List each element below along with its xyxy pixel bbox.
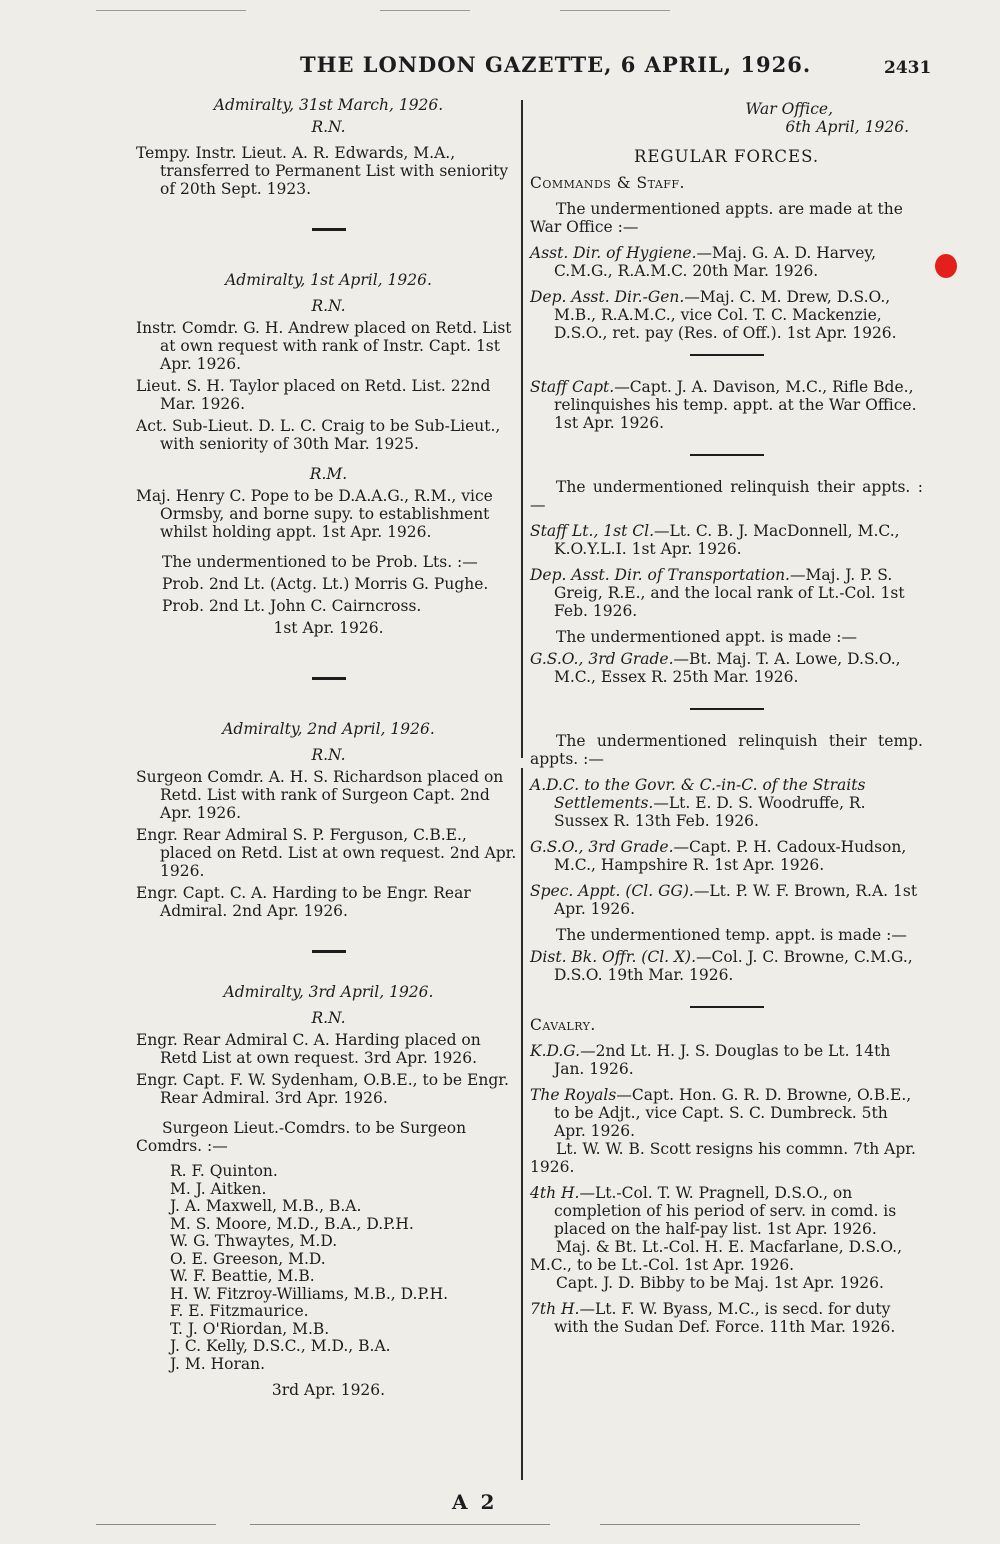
entry: The Royals—Capt. Hon. G. R. D. Browne, O.B.E., to be Adjt., vice Capt. S. C. Dumbreck. 5th Apr. 1926. bbox=[530, 1086, 912, 1140]
section-subheading: R.N. bbox=[311, 297, 346, 315]
list-item: W. F. Beattie, M.B. bbox=[170, 1267, 315, 1285]
entry: Staff Capt.—Capt. J. A. Davison, M.C., Rifle Bde., relinquishes his temp. appt. at the War Office. 1st Apr. 1926. bbox=[530, 378, 917, 432]
section-title: REGULAR FORCES. bbox=[633, 147, 820, 166]
bottom-scan-rule bbox=[600, 1524, 860, 1525]
list-item: J. A. Maxwell, M.B., B.A. bbox=[170, 1197, 362, 1215]
entry: Capt. J. D. Bibby to be Maj. 1st Apr. 1926. bbox=[556, 1274, 884, 1292]
entry-intro: The undermentioned relinquish their appts. :— bbox=[530, 478, 923, 514]
entry: Act. Sub-Lieut. D. L. C. Craig to be Sub-Lieut., with seniority of 30th Mar. 1925. bbox=[136, 417, 501, 453]
promotion-names-list bbox=[136, 1163, 521, 1373]
section-subheading: R.N. bbox=[311, 1009, 346, 1027]
entry-intro: Surgeon Lieut.-Comdrs. to be Surgeon Comdrs. :— bbox=[136, 1119, 467, 1155]
list-item: J. C. Kelly, D.S.C., M.D., B.A. bbox=[170, 1337, 391, 1355]
top-scan-rule bbox=[560, 10, 670, 11]
entry: Tempy. Instr. Lieut. A. R. Edwards, M.A., transferred to Permanent List with seniority of 20th Sept. 1923. bbox=[136, 144, 509, 198]
entry-date: 3rd Apr. 1926. bbox=[271, 1381, 386, 1399]
red-marker-dot bbox=[935, 254, 957, 278]
entry-date: 1st Apr. 1926. bbox=[273, 619, 384, 637]
entry-intro: The undermentioned to be Prob. Lts. :— bbox=[162, 553, 478, 571]
list-item: F. E. Fitzmaurice. bbox=[170, 1302, 309, 1320]
section-heading: Admiralty, 31st March, 1926. bbox=[213, 96, 444, 114]
entry: G.S.O., 3rd Grade.—Bt. Maj. T. A. Lowe, D.S.O., M.C., Essex R. 25th Mar. 1926. bbox=[530, 650, 901, 686]
entry: Lieut. S. H. Taylor placed on Retd. List. 22nd Mar. 1926. bbox=[136, 377, 491, 413]
entry-intro: The undermentioned appt. is made :— bbox=[556, 628, 857, 646]
bottom-scan-rule bbox=[96, 1524, 216, 1525]
bottom-scan-rule bbox=[250, 1524, 550, 1525]
entry: Prob. 2nd Lt. John C. Cairncross. bbox=[162, 597, 422, 615]
section-subheading: R.M. bbox=[309, 465, 348, 483]
top-scan-rule bbox=[96, 10, 246, 11]
entry: Staff Lt., 1st Cl.—Lt. C. B. J. MacDonnell, M.C., K.O.Y.L.I. 1st Apr. 1926. bbox=[530, 522, 900, 558]
column-divider-upper bbox=[521, 100, 523, 758]
list-item: H. W. Fitzroy-Williams, M.B., D.P.H. bbox=[170, 1284, 449, 1303]
section-subheading: Commands & Staff. bbox=[530, 174, 685, 192]
entry: Engr. Rear Admiral S. P. Ferguson, C.B.E., placed on Retd. List at own request. 2nd Apr. 1926. bbox=[136, 826, 517, 880]
entry-intro: The undermentioned relinquish their temp. appts. :— bbox=[530, 732, 923, 768]
section-subheading: R.N. bbox=[311, 746, 346, 764]
list-item: R. F. Quinton. bbox=[170, 1162, 278, 1180]
section-subheading: R.N. bbox=[311, 118, 346, 136]
page-number: 2431 bbox=[884, 58, 932, 78]
entry: Engr. Rear Admiral C. A. Harding placed on Retd List at own request. 3rd Apr. 1926. bbox=[136, 1031, 481, 1067]
entry: Dist. Bk. Offr. (Cl. X).—Col. J. C. Browne, C.M.G., D.S.O. 19th Mar. 1926. bbox=[530, 948, 913, 984]
entry: 4th H.—Lt.-Col. T. W. Pragnell, D.S.O., on completion of his period of serv. in comd. is placed on the half-pay list. 1st Apr. 1926. bbox=[530, 1184, 897, 1238]
list-item: T. J. O'Riordan, M.B. bbox=[170, 1319, 330, 1338]
entry: 7th H.—Lt. F. W. Byass, M.C., is secd. for duty with the Sudan Def. Force. 11th Mar. 1926. bbox=[530, 1300, 896, 1336]
section-heading: Admiralty, 3rd April, 1926. bbox=[223, 983, 434, 1001]
entry: Engr. Capt. F. W. Sydenham, O.B.E., to be Engr. Rear Admiral. 3rd Apr. 1926. bbox=[136, 1071, 509, 1107]
list-item: W. G. Thwaytes, M.D. bbox=[170, 1232, 338, 1250]
entry: Engr. Capt. C. A. Harding to be Engr. Rear Admiral. 2nd Apr. 1926. bbox=[136, 884, 471, 920]
gazette-header-title: THE LONDON GAZETTE, 6 APRIL, 1926. bbox=[300, 52, 812, 77]
entry: G.S.O., 3rd Grade.—Capt. P. H. Cadoux-Hudson, M.C., Hampshire R. 1st Apr. 1926. bbox=[530, 838, 907, 874]
entry: Instr. Comdr. G. H. Andrew placed on Retd. List at own request with rank of Instr. Capt. 1st Apr. 1926. bbox=[136, 319, 512, 373]
entry: Prob. 2nd Lt. (Actg. Lt.) Morris G. Pughe. bbox=[162, 575, 489, 593]
right-column bbox=[530, 100, 923, 1336]
list-item: J. M. Horan. bbox=[170, 1354, 265, 1373]
entry: A.D.C. to the Govr. & C.-in-C. of the Straits Settlements.—Lt. E. D. S. Woodruffe, R. Sussex R. 13th Feb. 1926. bbox=[530, 776, 866, 830]
entry: Dep. Asst. Dir. of Transportation.—Maj. J. P. S. Greig, R.E., and the local rank of Lt.-Col. 1st Feb. 1926. bbox=[530, 566, 905, 620]
list-item: O. E. Greeson, M.D. bbox=[170, 1249, 326, 1268]
office-name: War Office, bbox=[745, 100, 833, 118]
section-subheading: Cavalry. bbox=[530, 1016, 596, 1034]
entry: Dep. Asst. Dir.-Gen.—Maj. C. M. Drew, D.S.O., M.B., R.A.M.C., vice Col. T. C. Mackenzie, D.S.O., ret. pay (Res. of Off.). 1st Apr. 1926. bbox=[530, 288, 897, 342]
left-column bbox=[136, 96, 521, 1399]
section-heading: Admiralty, 1st April, 1926. bbox=[225, 271, 432, 289]
list-item: M. J. Aitken. bbox=[170, 1179, 267, 1198]
entry: Lt. W. W. B. Scott resigns his commn. 7th Apr. 1926. bbox=[530, 1140, 916, 1176]
top-scan-rule bbox=[380, 10, 470, 11]
entry-intro: The undermentioned appts. are made at the War Office :— bbox=[530, 200, 903, 236]
entry: Maj. Henry C. Pope to be D.A.A.G., R.M., vice Ormsby, and borne supy. to establishment whilst holding appt. 1st Apr. 1926. bbox=[136, 487, 493, 541]
entry: Maj. & Bt. Lt.-Col. H. E. Macfarlane, D.S.O., M.C., to be Lt.-Col. 1st Apr. 1926. bbox=[530, 1238, 903, 1274]
entry-intro: The undermentioned temp. appt. is made :— bbox=[556, 926, 907, 944]
entry: Asst. Dir. of Hygiene.—Maj. G. A. D. Harvey, C.M.G., R.A.M.C. 20th Mar. 1926. bbox=[530, 244, 877, 280]
entry: Spec. Appt. (Cl. GG).—Lt. P. W. F. Brown, R.A. 1st Apr. 1926. bbox=[530, 882, 918, 918]
section-heading: Admiralty, 2nd April, 1926. bbox=[222, 720, 435, 738]
entry: Surgeon Comdr. A. H. S. Richardson placed on Retd. List with rank of Surgeon Capt. 2nd Apr. 1926. bbox=[136, 768, 504, 822]
page-signature: A 2 bbox=[452, 1490, 498, 1514]
column-divider-lower bbox=[521, 768, 523, 1480]
office-date: 6th April, 1926. bbox=[785, 118, 909, 136]
entry: K.D.G.—2nd Lt. H. J. S. Douglas to be Lt. 14th Jan. 1926. bbox=[530, 1042, 891, 1078]
list-item: M. S. Moore, M.D., B.A., D.P.H. bbox=[170, 1214, 414, 1233]
